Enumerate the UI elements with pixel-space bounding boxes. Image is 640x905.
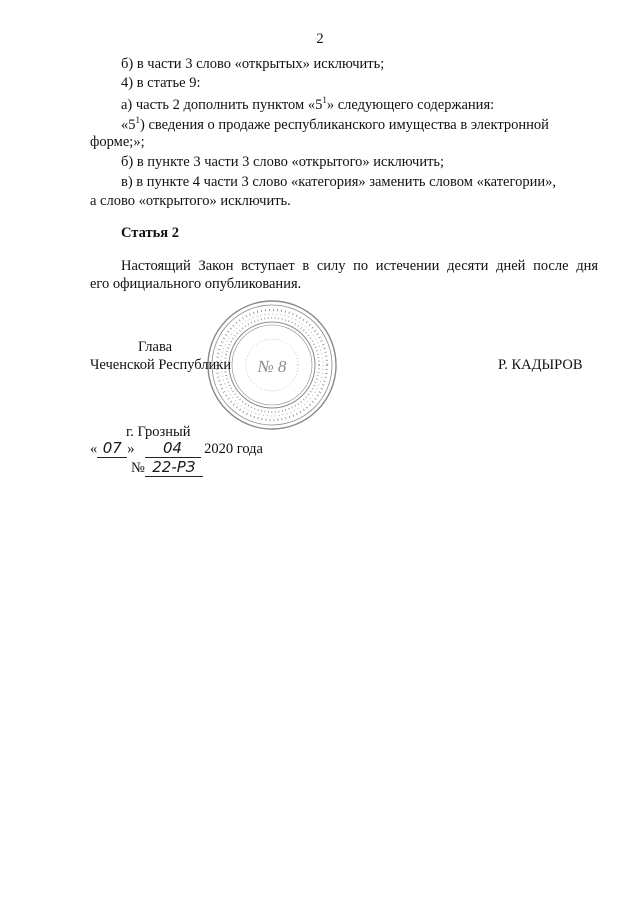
- date-quote-open: «: [90, 441, 98, 457]
- article-text-line: Настоящий Закон вступает в силу по истечении десяти дней после дня: [121, 258, 598, 274]
- amendment-line: форме;»;: [90, 134, 145, 150]
- signer-name: Р. КАДЫРОВ: [498, 357, 583, 373]
- article-text: [90, 257, 598, 293]
- law-number: [131, 460, 203, 477]
- amendment-line: 4) в статье 9:: [121, 75, 201, 91]
- superscript: 1: [135, 115, 140, 125]
- article-heading: Статья 2: [121, 225, 179, 241]
- amendment-line: в) в пункте 4 части 3 слово «категория» заменить словом «категории»,: [121, 174, 556, 190]
- seal-center-text: № 8: [257, 357, 287, 376]
- date-year: 2020 года: [204, 441, 263, 457]
- amendment-line: [121, 96, 494, 114]
- amendment-text: «5: [121, 117, 136, 133]
- superscript: 1: [322, 95, 327, 105]
- issue-date: [90, 441, 263, 458]
- signature-title: Глава: [138, 339, 173, 355]
- page-number: 2: [316, 31, 324, 47]
- article-text-line: его официального опубликования.: [90, 276, 302, 293]
- amendment-text: а) часть 2 дополнить пунктом «5: [121, 97, 323, 113]
- signature-title: Чеченской Республики: [90, 357, 232, 373]
- date-month: 04: [145, 441, 201, 458]
- date-day: 07: [97, 441, 127, 458]
- number-prefix: №: [131, 460, 145, 476]
- amendment-line: б) в пункте 3 части 3 слово «открытого» исключить;: [121, 154, 445, 170]
- number-value: 22-РЗ: [145, 460, 203, 477]
- amendment-text: ) сведения о продаже республиканского имущества в электронной: [140, 117, 549, 133]
- amendment-line: [121, 116, 549, 134]
- issue-city: г. Грозный: [126, 424, 191, 440]
- amendment-line: б) в части 3 слово «открытых» исключить;: [121, 56, 385, 72]
- amendment-text: » следующего содержания:: [326, 97, 495, 113]
- date-quote-close: »: [127, 441, 135, 457]
- amendment-line: а слово «открытого» исключить.: [90, 193, 291, 209]
